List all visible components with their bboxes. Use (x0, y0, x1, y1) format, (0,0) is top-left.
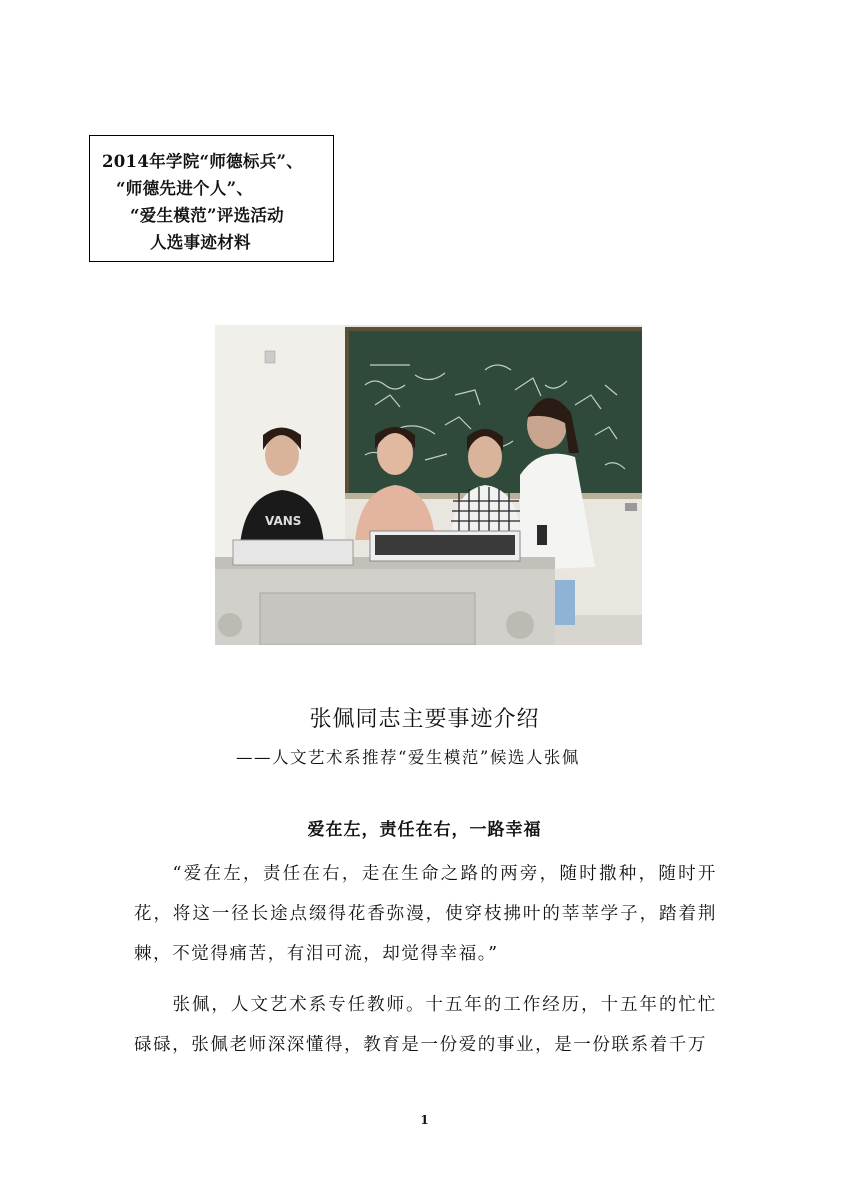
classroom-photo (215, 325, 642, 645)
header-line-3: “爱生模范”评选活动 (130, 206, 284, 225)
page-subtitle: ——人文艺术系推荐“爱生模范”候选人张佩 (236, 748, 580, 767)
paragraph-2: 张佩，人文艺术系专任教师。十五年的工作经历，十五年的忙忙碌碌，张佩老师深深懂得，教育是一份爱的事业，是一份联系着千万 (134, 995, 717, 1055)
svg-text:VANS: VANS (265, 514, 302, 528)
paragraph-1: “爱在左，责任在右，走在生命之路的两旁，随时撒种，随时开花，将这一径长途点缀得花香弥漫，使穿枝拂叶的莘莘学子，踏着荆棘，不觉得痛苦，有泪可流，却觉得幸福。” (134, 864, 717, 964)
page-number: 1 (420, 1113, 429, 1127)
page-title: 张佩同志主要事迹介绍 (309, 707, 540, 732)
body-text (134, 854, 717, 1076)
header-line-1: 2014年学院“师德标兵”、 (102, 152, 304, 171)
section-heading: 爱在左，责任在右，一路幸福 (307, 820, 542, 840)
header-line-4: 人选事迹材料 (150, 233, 251, 252)
header-title-box (89, 135, 334, 262)
header-line-2: “师德先进个人”、 (116, 179, 254, 198)
